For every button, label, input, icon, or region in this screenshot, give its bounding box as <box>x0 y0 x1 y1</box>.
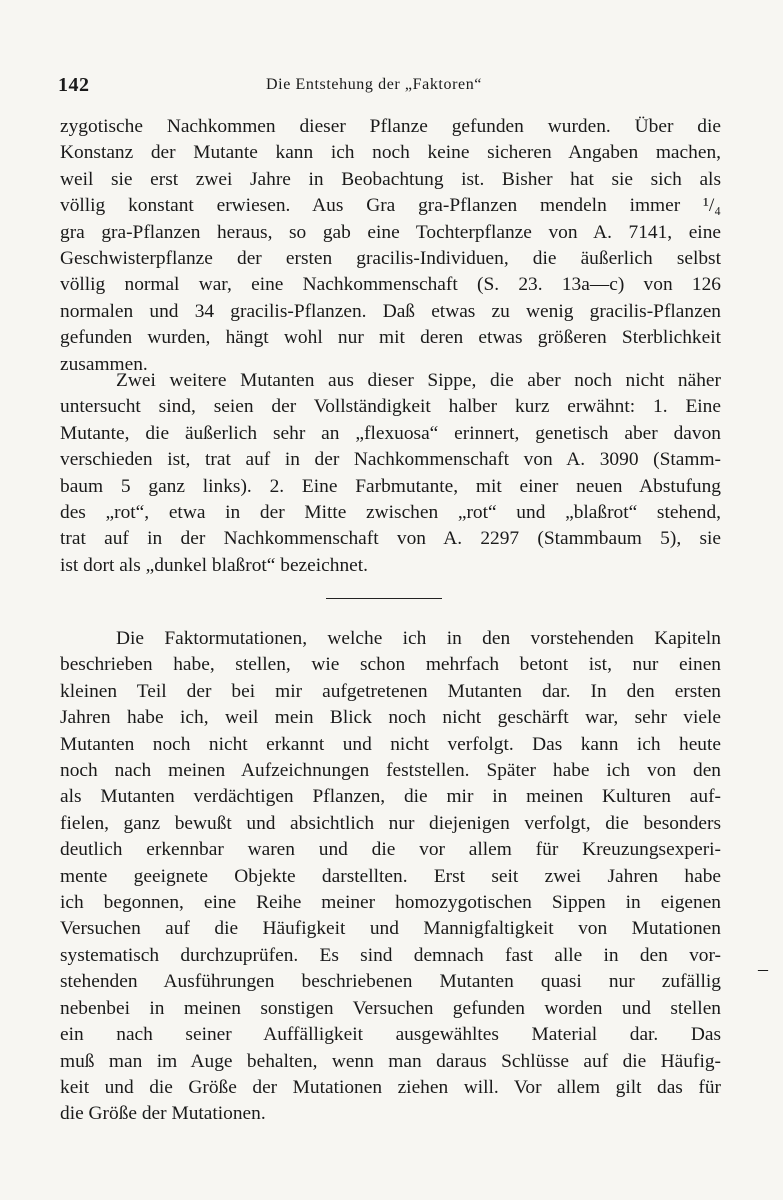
paragraph-2 <box>60 368 721 579</box>
text-line: Zwei weitere Mutanten aus dieser Sippe, die aber noch nicht näher <box>116 370 721 391</box>
text-line: kleinen Teil der bei mir aufgetretenen Mutanten dar. In den ersten <box>60 680 721 702</box>
text-line: baum 5 ganz links). 2. Eine Farbmutante, mit einer neuen Abstufung <box>60 475 721 497</box>
text-line: Die Faktormutationen, welche ich in den vorstehenden Kapiteln <box>116 628 721 649</box>
text-line: die Größe der Mutationen. <box>60 1103 266 1125</box>
margin-mark: – <box>758 958 768 980</box>
text-line: nebenbei in meinen sonstigen Versuchen gefunden worden und stellen <box>60 997 721 1019</box>
text-line: ich begonnen, eine Reihe meiner homozygotischen Sippen in eigenen <box>60 892 721 914</box>
text-line: trat auf in der Nachkommenschaft von A. 2297 (Stammbaum 5), sie <box>60 528 721 550</box>
paragraph-3 <box>60 626 721 1128</box>
text-line: untersucht sind, seien der Vollständigkeit halber kurz erwähnt: 1. Eine <box>60 396 721 418</box>
text-line: zusammen. <box>60 353 148 375</box>
text-line: Versuchen auf die Häufigkeit und Mannigfaltigkeit von Mutationen <box>60 918 721 940</box>
text-line: Mutante, die äußerlich sehr an „flexuosa“ erinnert, genetisch aber davon <box>60 422 721 444</box>
text-line: beschrieben habe, stellen, wie schon mehrfach betont ist, nur einen <box>60 654 721 676</box>
text-line: stehenden Ausführungen beschriebenen Mutanten quasi nur zufällig <box>60 971 721 993</box>
text-line: Geschwisterpflanze der ersten gracilis-Individuen, die äußerlich selbst <box>60 248 721 270</box>
page-header <box>58 72 722 98</box>
text-line: fielen, ganz bewußt und absichtlich nur diejenigen verfolgt, die besonders <box>60 812 721 834</box>
page-number: 142 <box>58 74 90 96</box>
text-line: systematisch durchzuprüfen. Es sind demnach fast alle in den vor- <box>60 944 721 966</box>
text-line: weil sie erst zwei Jahre in Beobachtung ist. Bisher hat sie sich als <box>60 168 721 190</box>
text-line: keit und die Größe der Mutationen ziehen will. Vor allem gilt das für <box>60 1076 721 1098</box>
text-line: noch nach meinen Aufzeichnungen feststellen. Später habe ich von den <box>60 760 721 782</box>
text-line: deutlich erkennbar waren und die vor allem für Kreuzungsexperi- <box>60 839 721 861</box>
text-line: verschieden ist, trat auf in der Nachkommenschaft von A. 3090 (Stamm- <box>60 449 721 471</box>
text-line: gra gra-Pflanzen heraus, so gab eine Tochterpflanze von A. 7141, eine <box>60 221 721 243</box>
text-line: zygotische Nachkommen dieser Pflanze gefunden wurden. Über die <box>60 116 721 137</box>
text-line: Mutanten noch nicht erkannt und nicht verfolgt. Das kann ich heute <box>60 733 721 755</box>
text-line: Jahren habe ich, weil mein Blick noch nicht geschärft war, sehr viele <box>60 707 721 729</box>
text-line: mente geeignete Objekte darstellten. Erst seit zwei Jahren habe <box>60 865 721 887</box>
section-divider <box>326 598 442 599</box>
text-line: Konstanz der Mutante kann ich noch keine sicheren Angaben machen, <box>60 142 721 164</box>
text-line: des „rot“, etwa in der Mitte zwischen „rot“ und „blaßrot“ stehend, <box>60 502 721 524</box>
text-line: normalen und 34 gracilis-Pflanzen. Daß etwas zu wenig gracilis-Pflanzen <box>60 300 721 322</box>
paragraph-1 <box>60 114 721 378</box>
text-line: völlig konstant erwiesen. Aus Gra gra-Pflanzen mendeln immer ¹/₄ <box>60 195 721 217</box>
running-head: Die Entstehung der „Faktoren“ <box>266 76 483 93</box>
text-line: ein nach seiner Auffälligkeit ausgewähltes Material dar. Das <box>60 1024 721 1046</box>
text-line: gefunden wurden, hängt wohl nur mit deren etwas größeren Sterblichkeit <box>60 327 721 349</box>
text-line: völlig normal war, eine Nachkommenschaft (S. 23. 13a—c) von 126 <box>60 274 721 296</box>
text-line: als Mutanten verdächtigen Pflanzen, die mir in meinen Kulturen auf- <box>60 786 721 808</box>
text-line: muß man im Auge behalten, wenn man daraus Schlüsse auf die Häufig- <box>60 1050 721 1072</box>
text-line: ist dort als „dunkel blaßrot“ bezeichnet. <box>60 554 368 576</box>
